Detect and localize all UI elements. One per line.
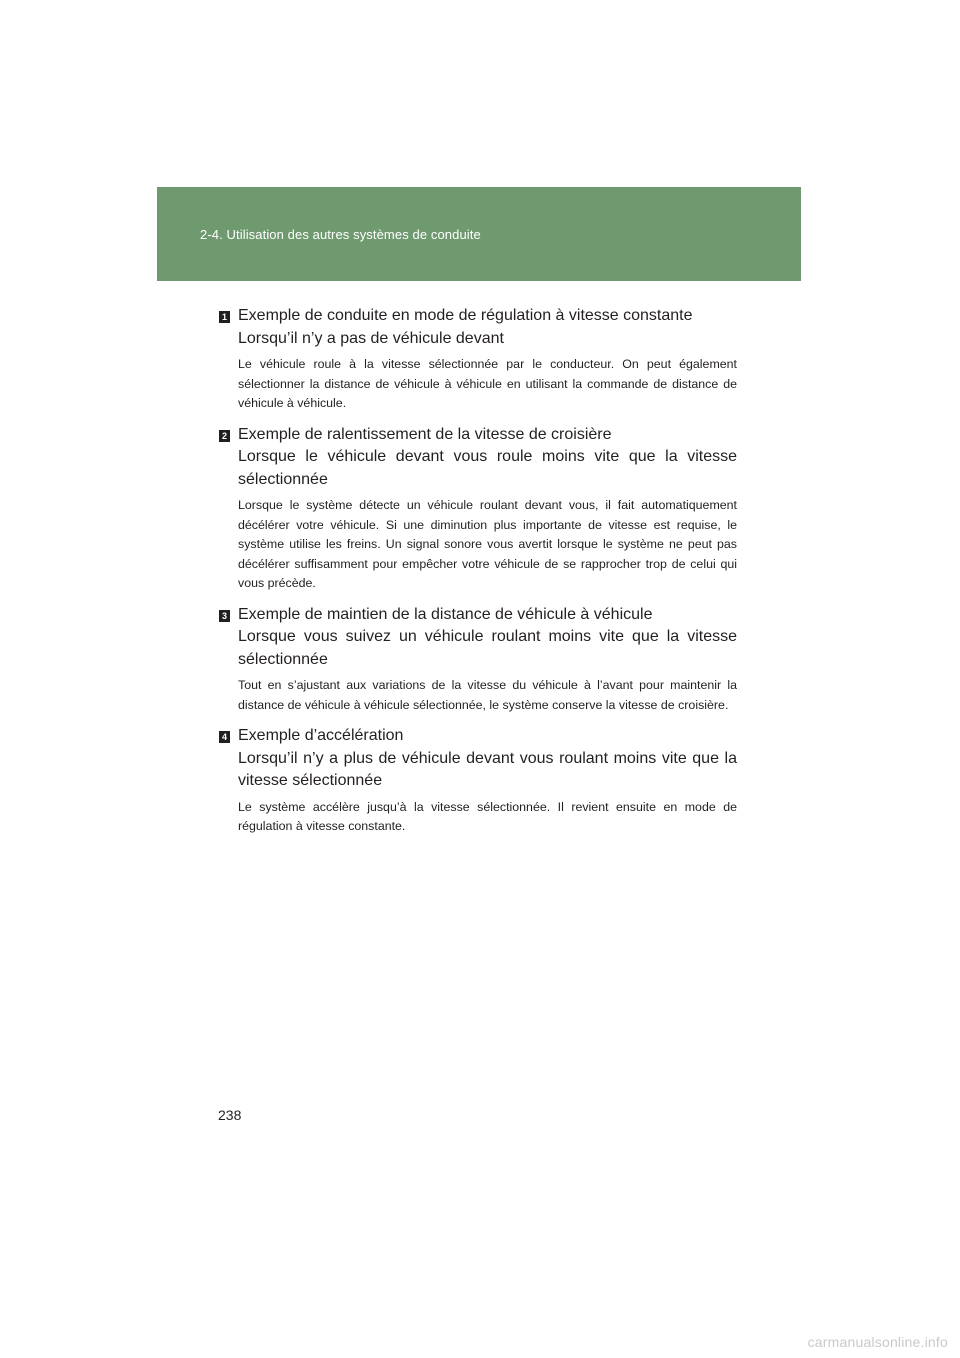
section-title: Exemple d’accélération xyxy=(238,727,404,744)
section-title: Exemple de ralentissement de la vitesse de croisière xyxy=(238,425,612,443)
section-text: Le véhicule roule à la vitesse sélectionnée par le conducteur. On peut également sélectionner la distance de véhicule à véhicule en utilisant la commande de distance de véhicule à véhicule. xyxy=(238,357,737,410)
section-2 xyxy=(219,424,737,594)
section-text: Lorsque le système détecte un véhicule roulant devant vous, il fait automatiquement décélérer votre véhicule. Si une diminution plus importante de vitesse est requise, le système utilise les freins. Un signal sonore vous avertit lorsque le système ne peut pas décélérer suffisamment pour empêcher votre véhicule de se rapprocher trop de celui qui vous précède. xyxy=(238,498,737,590)
chapter-title: 2-4. Utilisation des autres systèmes de conduite xyxy=(200,227,481,242)
section-text: Tout en s’ajustant aux variations de la vitesse du véhicule à l’avant pour maintenir la distance de véhicule à véhicule sélectionnée, le système conserve la vitesse de croisière. xyxy=(238,678,737,712)
section-subtitle: Lorsque le véhicule devant vous roule moins vite que la vitesse sélectionnée xyxy=(238,448,737,488)
section-subtitle: Lorsqu’il n’y a pas de véhicule devant xyxy=(238,329,504,347)
section-text: Le système accélère jusqu’à la vitesse sélectionnée. Il revient ensuite en mode de régulation à vitesse constante. xyxy=(238,799,737,833)
section-number-badge: 1 xyxy=(219,311,230,323)
chapter-header xyxy=(157,187,801,281)
main-content xyxy=(219,305,737,847)
section-number-badge: 3 xyxy=(219,610,230,622)
page-number: 238 xyxy=(218,1107,242,1123)
section-title: Exemple de maintien de la distance de véhicule à véhicule xyxy=(238,605,653,623)
section-subtitle: Lorsque vous suivez un véhicule roulant moins vite que la vitesse sélectionnée xyxy=(238,628,737,668)
section-3 xyxy=(219,604,737,716)
section-subtitle: Lorsqu’il n’y a plus de véhicule devant vous roulant moins vite que la vitesse sélectionnée xyxy=(238,749,737,789)
section-1 xyxy=(219,305,737,414)
section-number-badge: 2 xyxy=(219,430,230,442)
section-number-badge: 4 xyxy=(219,731,230,743)
watermark: carmanualsonline.info xyxy=(807,1334,948,1350)
section-4 xyxy=(219,725,737,837)
section-title: Exemple de conduite en mode de régulation à vitesse constante xyxy=(238,307,693,324)
